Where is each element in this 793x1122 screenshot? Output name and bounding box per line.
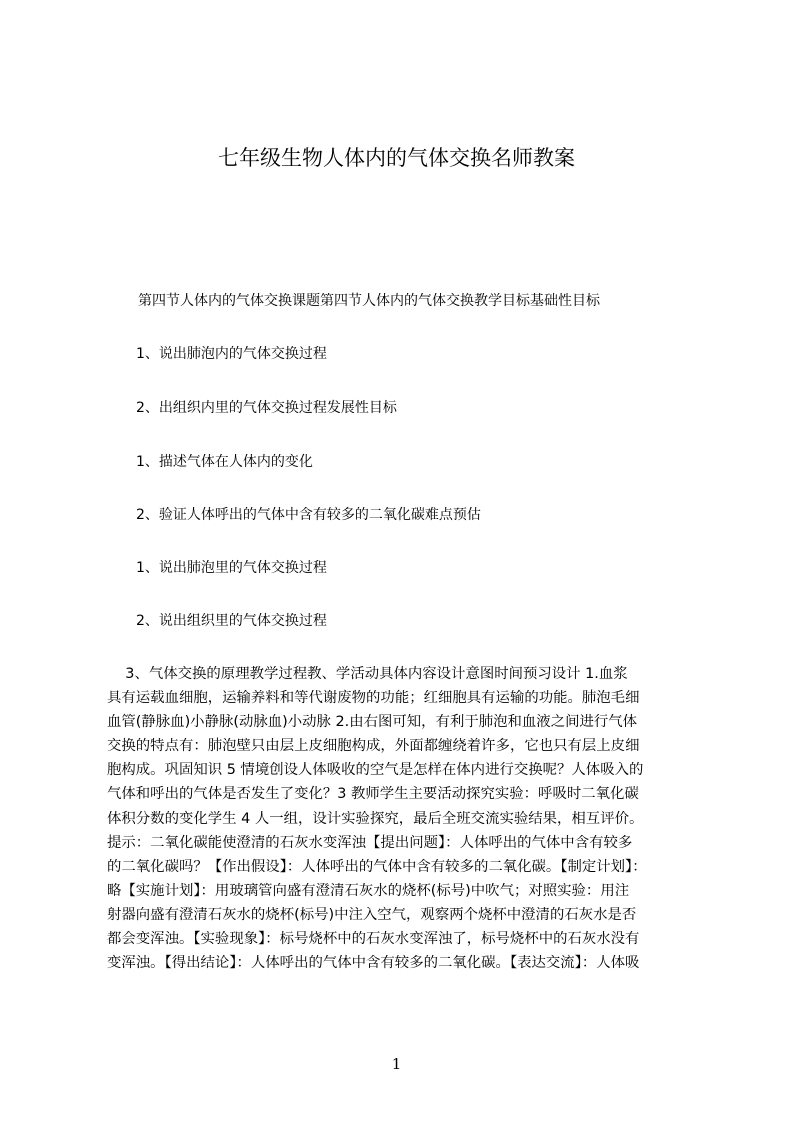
body-line: 血管(静脉血)小静脉(动脉血)小动脉 2.由右图可知，有利于肺泡和血液之间进行气体 — [107, 714, 638, 731]
body-line: 射器向盛有澄清石灰水的烧杯(标号)中注入空气，观察两个烧杯中澄清的石灰水是否 — [107, 906, 637, 923]
document-title: 七年级生物人体内的气体交换名师教案 — [218, 146, 575, 170]
body-paragraph — [107, 662, 701, 975]
paragraph-objective-1: 1、说出肺泡内的气体交换过程 — [136, 346, 327, 362]
body-line: 略【实施计划】：用玻璃管向盛有澄清石灰水的烧杯(标号)中吹气；对照实验：用注 — [107, 882, 630, 899]
paragraph-development-2: 2、验证人体呼出的气体中含有较多的二氧化碳难点预估 — [136, 507, 481, 523]
paragraph-difficulty-1: 1、说出肺泡里的气体交换过程 — [136, 560, 327, 576]
body-line: 胞构成。巩固知识 5 情境创设人体吸收的空气是怎样在体内进行交换呢？人体吸入的 — [107, 762, 644, 779]
body-line: 气体和呼出的气体是否发生了变化？3 教师学生主要活动探究实验：呼吸时二氧化碳 — [107, 786, 639, 803]
body-line: 3、气体交换的原理教学过程教、学活动具体内容设计意图时间预习设计 1.血浆 — [107, 666, 628, 682]
page-number: 1 — [391, 1055, 402, 1073]
body-line: 变浑浊。【得出结论】：人体呼出的气体中含有较多的二氧化碳。【表达交流】：人体吸 — [107, 955, 640, 972]
paragraph-difficulty-2: 2、说出组织里的气体交换过程 — [136, 613, 327, 629]
body-line: 体积分数的变化学生 4 人一组，设计实验探究，最后全班交流实验结果，相互评价。 — [107, 810, 644, 827]
body-line: 都会变浑浊。【实验现象】：标号烧杯中的石灰水变浑浊了，标号烧杯中的石灰水没有 — [107, 931, 640, 948]
paragraph-objective-2: 2、出组织内里的气体交换过程发展性目标 — [136, 400, 397, 416]
paragraph-lesson-heading: 第四节人体内的气体交换课题第四节人体内的气体交换教学目标基础性目标 — [138, 293, 600, 309]
body-line: 提示：二氧化碳能使澄清的石灰水变浑浊【提出问题】：人体呼出的气体中含有较多 — [107, 834, 633, 851]
paragraph-development-1: 1、描述气体在人体内的变化 — [136, 454, 313, 470]
body-line: 具有运载血细胞，运输养料和等代谢废物的功能；红细胞具有运输的功能。肺泡毛细 — [107, 690, 640, 707]
body-line: 交换的特点有：肺泡壁只由层上皮细胞构成，外面都缠绕着许多，它也只有层上皮细 — [107, 738, 640, 755]
body-line: 的二氧化碳吗？【作出假设】：人体呼出的气体中含有较多的二氧化碳。【制定计划】： — [107, 858, 647, 875]
